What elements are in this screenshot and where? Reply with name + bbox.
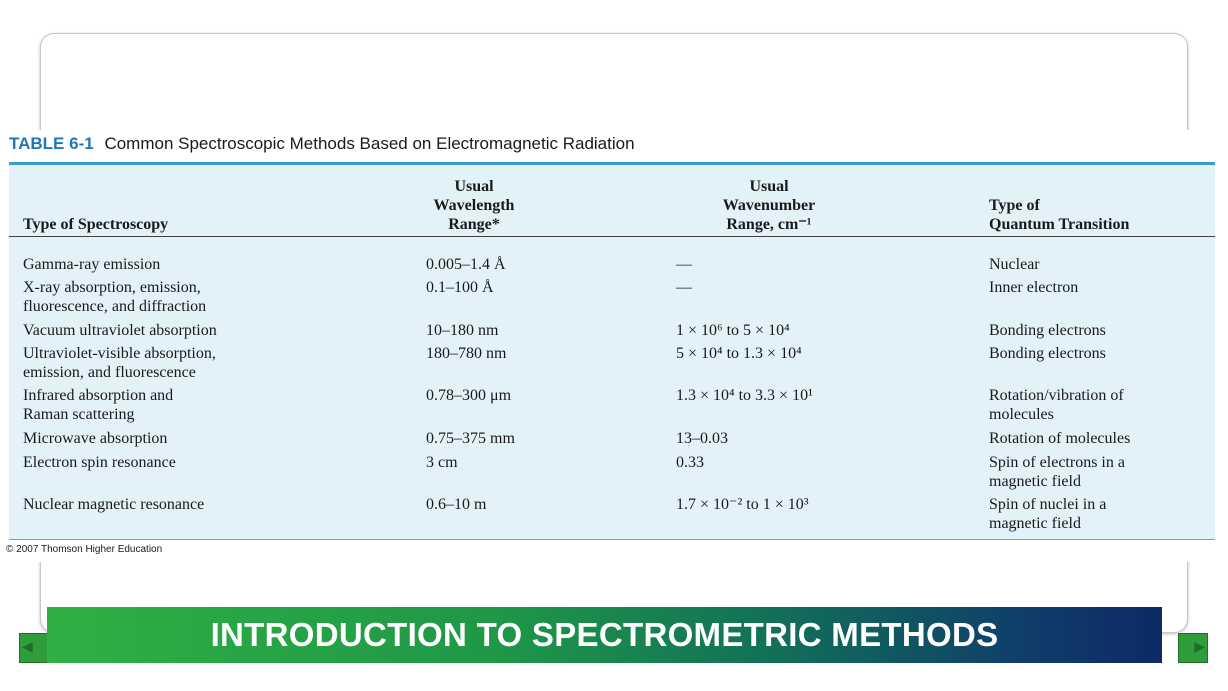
row-2-type-line2: fluorescence, and diffraction <box>23 298 207 315</box>
row-6-wavenumber: 13–0.03 <box>676 430 728 447</box>
row-7-transition-line1: Spin of electrons in a <box>989 454 1125 471</box>
header-divider <box>9 236 1215 237</box>
next-slide-button[interactable] <box>1178 633 1208 663</box>
header-type-of-spectroscopy: Type of Spectroscopy <box>23 216 169 233</box>
header-wavelength-line2: Wavelength <box>433 197 515 214</box>
row-4-wavenumber: 5 × 10⁴ to 1.3 × 10⁴ <box>676 345 802 362</box>
row-4-transition: Bonding electrons <box>989 345 1106 362</box>
header-wavenumber-line3: Range, cm⁻¹ <box>726 216 812 233</box>
header-transition-line2: Quantum Transition <box>989 216 1130 233</box>
row-5-wavelength: 0.78–300 μm <box>426 387 512 404</box>
row-2-type-line1: X-ray absorption, emission, <box>23 279 201 296</box>
row-8-wavenumber: 1.7 × 10⁻² to 1 × 10³ <box>676 496 809 513</box>
header-wavenumber-line2: Wavenumber <box>722 197 816 214</box>
row-8-transition-line2: magnetic field <box>989 515 1081 532</box>
previous-slide-button[interactable] <box>19 633 49 663</box>
row-8-type: Nuclear magnetic resonance <box>23 496 205 513</box>
row-3-type: Vacuum ultraviolet absorption <box>23 322 217 339</box>
row-3-wavelength: 10–180 nm <box>426 322 499 339</box>
slide-title: INTRODUCTION TO SPECTROMETRIC METHODS <box>210 616 999 653</box>
row-5-type-line2: Raman scattering <box>23 406 135 423</box>
spectroscopy-table <box>9 162 1215 540</box>
row-7-transition-line2: magnetic field <box>989 473 1081 490</box>
header-wavelength-line3: Range* <box>448 216 500 233</box>
row-1-transition: Nuclear <box>989 256 1040 273</box>
row-4-type-line2: emission, and fluorescence <box>23 364 196 381</box>
row-4-type-line1: Ultraviolet-visible absorption, <box>23 345 216 362</box>
chevron-left-icon: ◀ <box>22 639 33 655</box>
chevron-right-icon: ▶ <box>1194 639 1205 655</box>
row-1-wavelength: 0.005–1.4 Å <box>426 256 506 273</box>
row-6-type: Microwave absorption <box>23 430 168 447</box>
row-1-wavenumber: — <box>676 256 692 273</box>
row-6-wavelength: 0.75–375 mm <box>426 430 515 447</box>
slide-title-bar <box>47 607 1162 663</box>
row-5-type-line1: Infrared absorption and <box>23 387 174 404</box>
row-7-wavenumber: 0.33 <box>676 454 704 471</box>
row-3-wavenumber: 1 × 10⁶ to 5 × 10⁴ <box>676 322 790 339</box>
spectroscopy-table-image <box>0 130 1228 562</box>
row-2-wavelength: 0.1–100 Å <box>426 279 494 296</box>
row-5-transition-line2: molecules <box>989 406 1054 423</box>
row-7-wavelength: 3 cm <box>426 454 458 471</box>
copyright-notice: © 2007 Thomson Higher Education <box>6 544 163 555</box>
header-wavenumber-line1: Usual <box>749 178 789 195</box>
table-caption-label: TABLE 6-1 <box>9 134 94 153</box>
row-5-wavenumber: 1.3 × 10⁴ to 3.3 × 10¹ <box>676 387 813 404</box>
row-7-type: Electron spin resonance <box>23 454 176 471</box>
table-caption-text: Common Spectroscopic Methods Based on Electromagnetic Radiation <box>104 134 635 153</box>
row-4-wavelength: 180–780 nm <box>426 345 507 362</box>
table-caption <box>9 134 635 154</box>
row-8-transition-line1: Spin of nuclei in a <box>989 496 1107 513</box>
header-wavelength-line1: Usual <box>454 178 494 195</box>
header-transition <box>989 196 1129 234</box>
row-1-type: Gamma-ray emission <box>23 256 161 273</box>
row-2-transition: Inner electron <box>989 279 1079 296</box>
row-3-transition: Bonding electrons <box>989 322 1106 339</box>
row-2-wavenumber: — <box>676 279 692 296</box>
header-transition-line1: Type of <box>989 197 1040 214</box>
row-5-transition-line1: Rotation/vibration of <box>989 387 1124 404</box>
row-8-wavelength: 0.6–10 m <box>426 496 487 513</box>
header-wavenumber <box>689 177 849 234</box>
row-6-transition: Rotation of molecules <box>989 430 1131 447</box>
header-wavelength <box>404 177 544 234</box>
